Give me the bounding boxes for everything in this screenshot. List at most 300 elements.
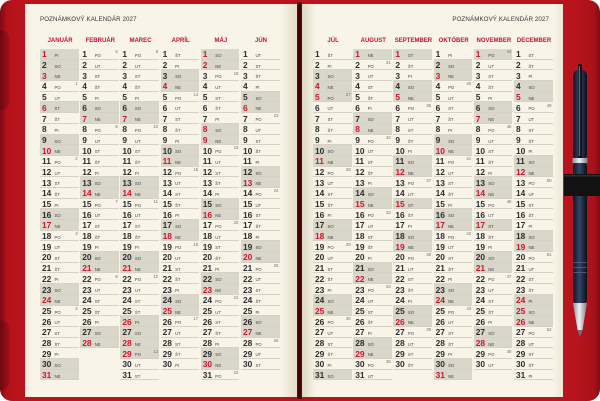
day-row <box>161 199 200 210</box>
weekday-abbr: NE <box>448 298 455 304</box>
day-number: 30 <box>242 359 253 370</box>
day-row <box>201 102 240 113</box>
day-number: 17 <box>122 220 132 231</box>
weekday-abbr: SO <box>175 298 182 304</box>
day-number: 1 <box>515 49 521 60</box>
day-number: 26 <box>475 316 486 327</box>
day-row <box>353 177 392 188</box>
weekday-abbr: UT <box>528 191 535 197</box>
day-row <box>514 284 553 295</box>
day-row <box>313 338 352 349</box>
weekday-abbr: ŠT <box>215 181 221 187</box>
day-row <box>313 295 352 306</box>
day-number: 15 <box>395 199 405 210</box>
day-row <box>353 241 392 252</box>
weekday-abbr: SO <box>134 181 142 187</box>
day-number: 4 <box>242 81 248 92</box>
weekday-abbr: SO <box>327 74 334 80</box>
weekday-abbr: ST <box>407 202 414 208</box>
day-number: 9 <box>515 134 521 145</box>
day-row <box>80 306 119 317</box>
week-number: 34 <box>386 284 391 290</box>
day-row <box>434 145 473 156</box>
day-number: 13 <box>315 177 325 188</box>
weekday-abbr: NE <box>448 74 455 80</box>
weekday-abbr: NE <box>215 213 222 219</box>
weekday-abbr: SO <box>54 288 61 294</box>
day-row <box>40 70 79 81</box>
day-number: 12 <box>315 166 325 177</box>
day-number: 1 <box>435 49 441 60</box>
day-row <box>40 102 79 113</box>
day-row <box>514 70 553 81</box>
day-row <box>393 124 432 135</box>
weekday-abbr: PI <box>327 362 332 368</box>
day-row <box>120 327 159 338</box>
day-number: 22 <box>82 273 92 284</box>
weekday-abbr: PI <box>448 127 453 133</box>
page-header: POZNÁMKOVÝ KALENDÁR 2027 <box>452 16 549 23</box>
day-number: 10 <box>475 145 486 156</box>
cover-edge-tab <box>0 320 10 390</box>
weekday-abbr: NE <box>327 234 334 240</box>
day-number: 2 <box>242 60 248 71</box>
day-row <box>201 188 240 199</box>
day-number: 31 <box>122 370 132 381</box>
week-number: 45 <box>506 124 512 130</box>
day-number: 6 <box>395 102 401 113</box>
weekday-abbr: ŠT <box>327 202 333 208</box>
day-row <box>40 60 79 71</box>
day-row <box>161 284 200 295</box>
day-row <box>313 220 352 231</box>
day-number: 9 <box>202 134 208 145</box>
weekday-abbr: SO <box>367 117 374 123</box>
day-number: 17 <box>435 220 445 231</box>
weekday-abbr: PO <box>327 170 334 176</box>
day-number: 27 <box>515 327 526 338</box>
weekday-abbr: ŠT <box>367 170 374 176</box>
weekday-abbr: SO <box>528 159 535 165</box>
weekday-abbr: ST <box>255 138 261 144</box>
weekday-abbr: ST <box>215 170 221 176</box>
day-row <box>434 241 473 252</box>
weekday-abbr: UT <box>134 288 141 294</box>
weekday-abbr: PO <box>94 202 101 208</box>
day-number: 28 <box>435 337 445 348</box>
day-row <box>201 60 240 71</box>
day-number: 3 <box>42 70 47 81</box>
day-row <box>434 199 473 210</box>
weekday-abbr: SO <box>54 138 61 144</box>
day-number: 24 <box>242 295 253 306</box>
day-row <box>313 70 352 81</box>
month-name: JANUÁR <box>47 38 73 44</box>
day-row <box>514 49 553 60</box>
weekday-abbr: PO <box>367 213 374 219</box>
weekday-abbr: PO <box>134 127 142 133</box>
day-row <box>353 359 392 370</box>
day-number: 25 <box>355 305 365 316</box>
weekday-abbr: UT <box>407 266 414 272</box>
weekday-abbr: ŠT <box>448 117 454 123</box>
weekday-abbr: ST <box>134 74 141 80</box>
day-number: 22 <box>355 273 365 284</box>
day-row <box>313 370 352 381</box>
weekday-abbr: ŠT <box>488 234 494 240</box>
day-number: 8 <box>395 124 401 135</box>
day-row <box>434 81 473 92</box>
day-row <box>161 209 200 220</box>
day-number: 23 <box>162 284 172 295</box>
weekday-abbr: PI <box>327 138 332 144</box>
day-number: 3 <box>515 70 521 81</box>
weekday-abbr: SO <box>488 256 495 262</box>
weekday-abbr: PI <box>367 181 372 187</box>
weekday-abbr: PO <box>215 224 222 229</box>
day-number: 25 <box>242 305 253 316</box>
day-row <box>201 359 240 370</box>
day-row <box>474 348 513 359</box>
day-row <box>241 252 280 263</box>
day-number: 13 <box>202 177 213 188</box>
day-row <box>434 338 473 349</box>
day-number: 13 <box>162 177 172 188</box>
day-row <box>40 124 79 135</box>
day-row <box>434 273 473 284</box>
day-number: 2 <box>515 60 521 71</box>
week-number: 27 <box>345 92 351 98</box>
weekday-abbr: UT <box>175 330 181 336</box>
day-row <box>241 167 280 178</box>
day-number: 18 <box>355 231 365 242</box>
day-row <box>241 156 280 167</box>
day-row <box>313 177 352 188</box>
day-number: 24 <box>315 295 325 306</box>
day-row <box>514 359 553 370</box>
day-number: 20 <box>122 252 132 263</box>
day-row <box>241 220 280 231</box>
weekday-abbr: NE <box>448 373 455 379</box>
week-number: 50 <box>546 177 552 183</box>
weekday-abbr: UT <box>94 63 101 69</box>
day-row <box>120 102 159 113</box>
weekday-abbr: ST <box>94 298 101 304</box>
weekday-abbr: NE <box>134 191 141 197</box>
weekday-abbr: PO <box>488 352 495 358</box>
day-row <box>434 231 473 242</box>
day-number: 3 <box>355 70 360 81</box>
weekday-abbr: ST <box>407 53 414 58</box>
day-row <box>40 348 79 359</box>
day-number: 5 <box>315 92 320 103</box>
day-number: 12 <box>515 166 526 177</box>
week-number: 10 <box>153 124 158 130</box>
weekday-abbr: UT <box>327 181 334 187</box>
day-number: 7 <box>162 113 168 124</box>
weekday-abbr: UT <box>448 170 454 176</box>
month-column-9 <box>393 35 433 380</box>
day-number: 25 <box>435 305 445 316</box>
weekday-abbr: PO <box>54 85 61 91</box>
day-row <box>353 167 392 178</box>
weekday-abbr: NE <box>448 149 455 155</box>
weekday-abbr: UT <box>327 256 334 262</box>
day-row <box>40 156 79 167</box>
weekday-abbr: ŠT <box>448 266 454 272</box>
weekday-abbr: ŠT <box>134 85 141 91</box>
week-number: 23 <box>273 113 279 119</box>
day-row <box>393 359 432 370</box>
weekday-abbr: SO <box>448 138 455 144</box>
weekday-abbr: ŠT <box>175 127 181 133</box>
day-row <box>120 370 159 381</box>
weekday-abbr: PI <box>528 298 533 304</box>
weekday-abbr: SO <box>54 63 61 69</box>
day-row <box>80 70 119 81</box>
day-number: 26 <box>435 316 445 327</box>
day-number: 17 <box>202 220 213 231</box>
weekday-abbr: ŠT <box>94 309 101 315</box>
day-number: 20 <box>355 252 365 263</box>
day-number: 5 <box>475 92 481 103</box>
day-row <box>40 81 79 92</box>
day-row <box>353 113 392 124</box>
weekday-abbr: PI <box>134 245 139 251</box>
day-number: 29 <box>355 348 365 359</box>
weekday-abbr: ŠT <box>367 320 374 326</box>
month-column-6 <box>241 35 281 380</box>
weekday-abbr: UT <box>94 288 101 294</box>
day-number: 28 <box>162 337 172 348</box>
day-row <box>40 370 79 381</box>
weekday-abbr: ST <box>488 224 494 229</box>
day-row <box>474 252 513 263</box>
day-number: 23 <box>242 284 253 295</box>
day-row <box>80 295 119 306</box>
weekday-abbr: ST <box>255 288 261 294</box>
day-row <box>434 359 473 370</box>
day-number: 8 <box>475 124 481 135</box>
day-number: 29 <box>435 348 445 359</box>
weekday-abbr: ST <box>175 117 181 123</box>
weekday-abbr: PO <box>175 245 182 251</box>
weekday-abbr: NE <box>94 266 101 272</box>
day-row <box>80 327 119 338</box>
day-number: 26 <box>315 316 325 327</box>
day-number: 10 <box>42 145 52 156</box>
weekday-abbr: PI <box>528 74 533 80</box>
week-number: 52 <box>546 327 552 333</box>
day-row <box>80 102 119 113</box>
day-number: 4 <box>162 81 168 92</box>
day-row <box>120 135 159 146</box>
month-name: JÚL <box>327 38 339 44</box>
day-number: 4 <box>122 81 128 92</box>
day-number: 17 <box>242 220 253 231</box>
month-name: OKTÓBER <box>438 38 469 44</box>
weekday-abbr: PO <box>488 53 495 58</box>
day-row <box>474 92 513 103</box>
day-row <box>201 113 240 124</box>
weekday-abbr: ST <box>255 213 261 219</box>
day-row <box>201 220 240 231</box>
day-number: 1 <box>202 49 208 60</box>
day-row <box>161 113 200 124</box>
day-number: 13 <box>82 177 92 188</box>
day-row <box>353 284 392 295</box>
day-row <box>80 209 119 220</box>
weekday-abbr: SO <box>255 95 262 101</box>
day-row <box>161 252 200 263</box>
weekday-abbr: UT <box>488 213 494 219</box>
day-row <box>353 273 392 284</box>
month-name: JÚN <box>255 38 268 44</box>
day-row <box>120 359 159 370</box>
day-row <box>201 316 240 327</box>
day-row <box>161 359 200 370</box>
day-number: 9 <box>122 134 128 145</box>
weekday-abbr: NE <box>54 149 61 155</box>
weekday-abbr: ŠT <box>215 256 221 262</box>
month-name: DECEMBER <box>516 38 552 44</box>
weekday-abbr: PO <box>134 202 142 208</box>
day-row <box>353 231 392 242</box>
weekday-abbr: NE <box>175 234 182 240</box>
day-row <box>393 338 432 349</box>
weekday-abbr: UT <box>407 191 414 197</box>
week-number: 41 <box>466 156 472 162</box>
weekday-abbr: UT <box>54 320 61 326</box>
day-number: 18 <box>162 231 172 242</box>
day-number: 10 <box>242 145 253 156</box>
weekday-abbr: PI <box>327 63 332 69</box>
weekday-abbr: ŠT <box>94 234 101 240</box>
day-number: 16 <box>395 209 405 220</box>
day-number: 3 <box>202 70 208 81</box>
day-row <box>434 252 473 263</box>
day-row <box>434 220 473 231</box>
weekday-abbr: NE <box>407 170 414 176</box>
pen-ring <box>573 158 588 163</box>
day-number: 18 <box>42 231 52 242</box>
day-number: 6 <box>315 102 320 113</box>
day-number: 8 <box>315 124 320 135</box>
day-row <box>201 177 240 188</box>
day-number: 29 <box>395 348 405 359</box>
day-number: 28 <box>82 337 92 348</box>
week-number: 36 <box>426 102 431 108</box>
month-column-10 <box>434 35 474 380</box>
day-row <box>434 113 473 124</box>
day-row <box>474 70 513 81</box>
day-row <box>393 231 432 242</box>
month-column-8 <box>353 35 393 380</box>
day-row <box>120 145 159 156</box>
day-number: 28 <box>122 337 132 348</box>
day-row <box>313 167 352 178</box>
weekday-abbr: PI <box>94 320 99 326</box>
weekday-abbr: ST <box>175 191 181 197</box>
weekday-abbr: NE <box>255 256 262 262</box>
day-number: 26 <box>162 316 172 327</box>
weekday-abbr: UT <box>134 213 141 219</box>
day-number: 17 <box>475 220 486 231</box>
day-row <box>80 156 119 167</box>
day-row <box>241 209 280 220</box>
weekday-abbr: UT <box>488 138 494 144</box>
weekday-abbr: ST <box>367 234 374 240</box>
day-row <box>201 241 240 252</box>
weekday-abbr: PI <box>488 320 493 326</box>
weekday-abbr: PI <box>175 63 180 69</box>
weekday-abbr: ST <box>134 298 141 304</box>
weekday-abbr: ŠT <box>367 95 374 101</box>
day-row <box>40 49 79 60</box>
weekday-abbr: NE <box>407 245 414 251</box>
day-number: 2 <box>162 60 168 71</box>
day-number: 22 <box>435 273 445 284</box>
day-number: 24 <box>162 295 172 306</box>
weekday-abbr: PI <box>94 95 99 101</box>
day-number: 31 <box>42 370 52 381</box>
weekday-abbr: PI <box>54 127 59 133</box>
day-number: 5 <box>515 92 521 103</box>
month-column-3 <box>120 35 160 380</box>
day-row <box>474 188 513 199</box>
weekday-abbr: UT <box>528 341 535 347</box>
day-number: 14 <box>82 188 92 199</box>
weekday-abbr: ST <box>255 362 261 368</box>
day-number: 3 <box>395 70 401 81</box>
day-number: 6 <box>355 102 360 113</box>
day-row <box>434 60 473 71</box>
week-number: 16 <box>193 241 199 247</box>
week-number: 49 <box>546 102 552 108</box>
day-number: 9 <box>315 134 320 145</box>
day-number: 31 <box>515 370 526 381</box>
pen-tip-cone <box>573 303 587 330</box>
day-number: 22 <box>202 273 213 284</box>
weekday-abbr: PO <box>175 95 182 101</box>
day-row <box>40 241 79 252</box>
day-number: 10 <box>515 145 526 156</box>
weekday-abbr: SO <box>367 191 374 197</box>
weekday-abbr: ST <box>488 74 494 80</box>
weekday-abbr: ŠT <box>407 138 414 144</box>
weekday-abbr: ST <box>175 266 181 272</box>
day-row <box>161 295 200 306</box>
day-row <box>474 49 513 60</box>
weekday-abbr: ŠT <box>255 149 261 155</box>
day-number: 9 <box>82 134 87 145</box>
weekday-abbr: PO <box>94 53 101 58</box>
day-number: 21 <box>242 263 253 274</box>
day-row <box>474 156 513 167</box>
day-number: 24 <box>515 295 526 306</box>
day-number: 5 <box>202 92 208 103</box>
weekday-abbr: PO <box>367 138 374 144</box>
day-row <box>120 252 159 263</box>
month-column-7 <box>313 35 353 380</box>
weekday-abbr: ŠT <box>255 298 261 304</box>
weekday-abbr: NE <box>215 138 222 144</box>
weekday-abbr: PO <box>488 277 495 283</box>
day-number: 4 <box>202 81 208 92</box>
day-row <box>474 338 513 349</box>
day-number: 29 <box>42 348 52 359</box>
cover-edge-tab <box>0 30 10 110</box>
